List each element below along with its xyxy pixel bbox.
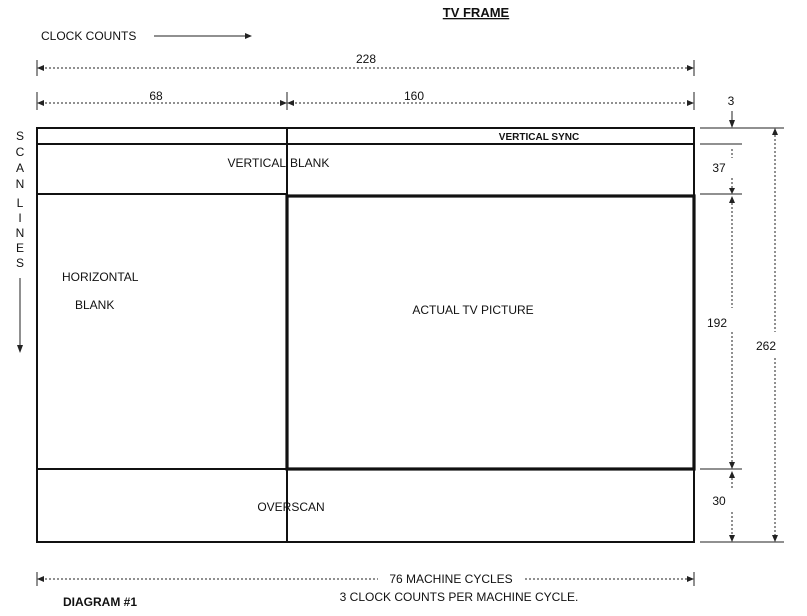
width-68-160-dimension: [37, 89, 694, 110]
scan-letter: E: [15, 241, 25, 255]
diagram-caption: DIAGRAM #1: [63, 595, 138, 609]
height-30-dimension: [700, 471, 742, 542]
scan-letter: A: [15, 161, 25, 175]
height-192-label: 192: [706, 316, 728, 330]
scan-letter: C: [15, 145, 25, 159]
dimension-arrow-left: [37, 65, 44, 71]
actual-picture-area: [287, 196, 694, 469]
tv-frame: [37, 128, 694, 542]
dimension-arrow-right: [687, 65, 694, 71]
width-228-label: 228: [355, 52, 377, 66]
dimension-arrow: [37, 100, 44, 106]
scan-letter: I: [18, 211, 22, 225]
height-3-label: 3: [727, 94, 735, 108]
clock-counts-arrow-head: [245, 33, 252, 39]
machine-cycle-footnote: 3 CLOCK COUNTS PER MACHINE CYCLE.: [339, 590, 579, 604]
outer-frame: [37, 128, 694, 542]
actual-picture-label: ACTUAL TV PICTURE: [412, 303, 534, 317]
height-192-dimension: [700, 196, 742, 469]
scan-arrow-head: [17, 345, 23, 353]
dimension-arrow: [729, 120, 735, 128]
dimension-arrow: [772, 128, 778, 135]
dimension-arrow-left: [37, 576, 44, 582]
height-262-label: 262: [755, 339, 777, 353]
dimension-arrow: [287, 100, 294, 106]
overscan-label: OVERSCAN: [257, 500, 325, 514]
scan-letter: S: [15, 256, 25, 270]
horizontal-blank-label: HORIZONTAL: [62, 270, 139, 284]
height-37-dimension: [700, 144, 742, 194]
width-68-label: 68: [149, 89, 163, 103]
scan-letter: N: [15, 226, 25, 240]
height-3-dimension: [700, 94, 742, 128]
diagram-title: TV FRAME: [442, 5, 510, 20]
dimension-arrow: [772, 535, 778, 542]
vertical-blank-label-left: VERTICAL: [227, 156, 286, 170]
scan-letter: L: [16, 196, 24, 210]
vertical-blank-label-right: BLANK: [290, 156, 330, 170]
dimension-arrow: [687, 100, 694, 106]
dimension-arrow: [729, 188, 735, 194]
machine-cycles-dimension: [37, 570, 694, 586]
width-228-dimension: [37, 51, 694, 76]
scan-lines-legend: [16, 129, 25, 353]
height-30-label: 30: [712, 494, 726, 508]
dimension-arrow: [729, 462, 735, 469]
clock-counts-legend: [41, 29, 252, 43]
dimension-arrow: [729, 196, 735, 203]
dimension-arrow: [729, 535, 735, 542]
dimension-arrow-right: [687, 576, 694, 582]
clock-counts-label: CLOCK COUNTS: [41, 29, 137, 43]
vertical-sync-label: VERTICAL SYNC: [498, 132, 580, 143]
machine-cycles-label: 76 MACHINE CYCLES: [389, 572, 513, 586]
height-262-dimension: [742, 128, 784, 542]
dimension-arrow: [280, 100, 287, 106]
dimension-arrow: [729, 471, 735, 478]
scan-letter: S: [15, 129, 25, 143]
height-37-label: 37: [712, 161, 726, 175]
width-160-label: 160: [403, 89, 425, 103]
scan-letter: N: [15, 177, 25, 191]
horizontal-blank-label: BLANK: [75, 298, 115, 312]
